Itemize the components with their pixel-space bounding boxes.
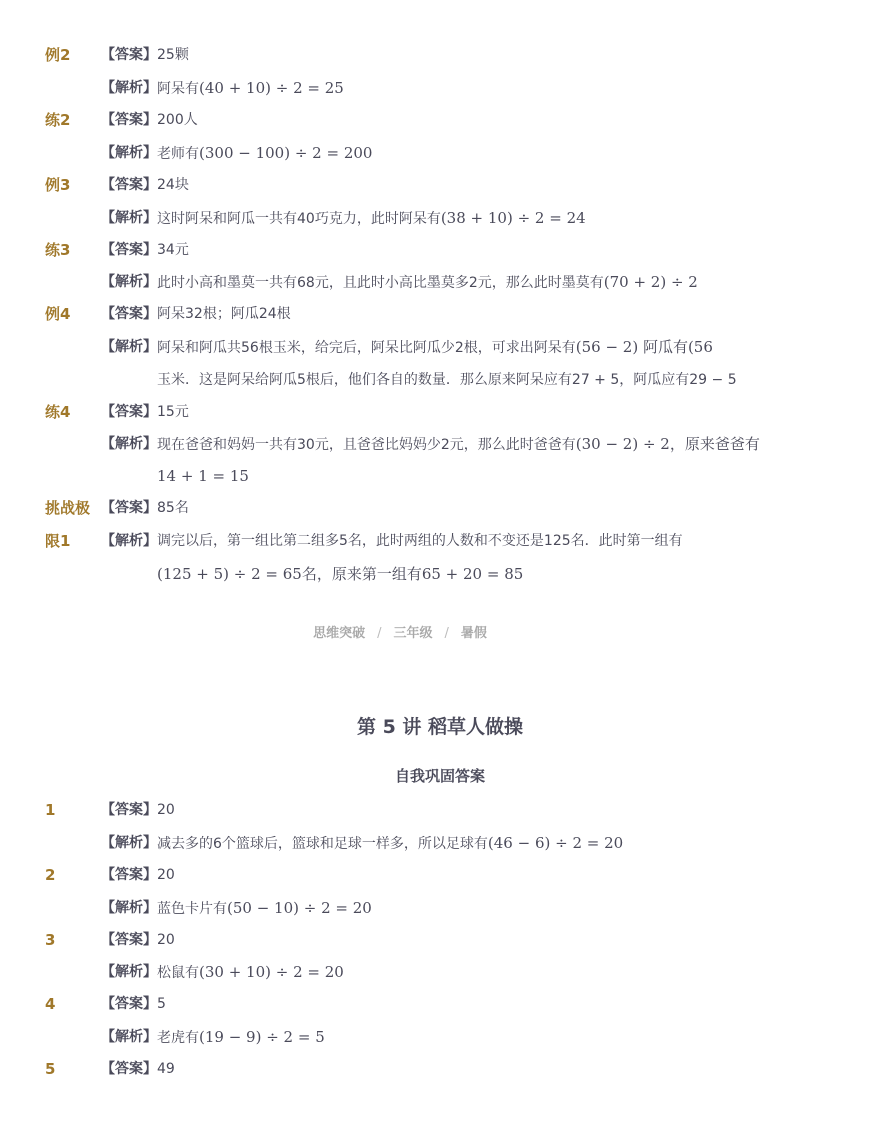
analysis-text: 调完以后，第一组比第二组多5名，此时两组的人数和不变还是125名．此时第一组有 bbox=[157, 533, 683, 549]
analysis-text: 松鼠有 bbox=[157, 965, 199, 981]
analysis-math: (30 − 2) ÷ 2，原来爸爸有 bbox=[575, 435, 760, 453]
analysis-math: (56 − 2) 阿瓜有(56 bbox=[575, 338, 713, 356]
footer-grade: 三年级 bbox=[393, 626, 433, 641]
item-number-cont: 限1 bbox=[45, 532, 71, 550]
entry-5-answer bbox=[0, 1057, 800, 1081]
analysis-tag: 【解析】 bbox=[101, 80, 157, 96]
analysis-math: (38 + 10) ÷ 2 = 24 bbox=[440, 209, 586, 227]
analysis-math: (50 − 10) ÷ 2 = 20 bbox=[227, 899, 372, 917]
analysis-tag: 【解析】 bbox=[101, 210, 157, 226]
item-number: 练4 bbox=[45, 403, 71, 421]
answer-text: 20 bbox=[157, 932, 175, 948]
entry-practice-4-analysis bbox=[0, 432, 800, 456]
item-number: 4 bbox=[45, 995, 56, 1013]
analysis-text: 蓝色卡片有 bbox=[157, 901, 227, 917]
analysis-tag: 【解析】 bbox=[101, 145, 157, 161]
entry-example-4-analysis bbox=[0, 335, 800, 359]
entry-1-analysis bbox=[0, 831, 800, 855]
analysis-math: (70 + 2) ÷ 2 bbox=[603, 273, 698, 291]
entry-3-answer bbox=[0, 928, 800, 952]
entry-example-2-answer bbox=[0, 43, 800, 67]
analysis-tag: 【解析】 bbox=[101, 1029, 157, 1045]
item-number: 挑战极 bbox=[45, 499, 91, 517]
answer-text: 20 bbox=[157, 867, 175, 883]
entry-example-4-analysis-cont bbox=[0, 368, 800, 392]
entry-challenge-analysis-cont bbox=[0, 562, 800, 586]
analysis-line bbox=[157, 432, 760, 457]
answer-text: 20 bbox=[157, 802, 175, 818]
analysis-line bbox=[157, 831, 712, 856]
analysis-tag: 【解析】 bbox=[101, 835, 157, 851]
footer-term: 暑假 bbox=[460, 626, 487, 641]
answer-tag: 【答案】 bbox=[101, 802, 157, 818]
analysis-tag: 【解析】 bbox=[101, 274, 157, 290]
entry-practice-2-analysis bbox=[0, 141, 800, 165]
entry-practice-3-answer bbox=[0, 238, 800, 262]
analysis-math: (300 − 100) ÷ 2 = 200 bbox=[199, 144, 373, 162]
entry-2-answer bbox=[0, 863, 800, 887]
entry-example-3-analysis bbox=[0, 206, 800, 230]
answer-tag: 【答案】 bbox=[101, 112, 157, 128]
analysis-text: 老师有 bbox=[157, 146, 199, 162]
analysis-continuation: 玉米．这是阿呆给阿瓜5根后，他们各自的数量．那么原来阿呆应有27 + 5，阿瓜应有29 − 5 bbox=[157, 372, 737, 388]
entry-example-2-analysis bbox=[0, 76, 800, 100]
answer-text: 24块 bbox=[157, 177, 189, 193]
footer-separator: / bbox=[444, 626, 449, 641]
analysis-line bbox=[157, 960, 712, 985]
analysis-math: (46 − 6) ÷ 2 = 20 bbox=[487, 834, 624, 852]
answer-text: 85名 bbox=[157, 500, 189, 516]
item-number: 例2 bbox=[45, 46, 71, 64]
answer-tag: 【答案】 bbox=[101, 500, 157, 516]
answer-tag: 【答案】 bbox=[101, 1061, 157, 1077]
lecture-title: 第 5 讲 稻草人做操 bbox=[356, 716, 524, 738]
analysis-line bbox=[157, 76, 712, 101]
analysis-line bbox=[157, 335, 712, 360]
analysis-math: (30 + 10) ÷ 2 = 20 bbox=[199, 963, 344, 981]
analysis-line bbox=[157, 896, 712, 921]
analysis-text: 减去多的6个篮球后，篮球和足球一样多，所以足球有 bbox=[157, 836, 488, 852]
entry-challenge-analysis bbox=[0, 529, 800, 553]
entry-1-answer bbox=[0, 798, 800, 822]
item-number: 1 bbox=[45, 801, 56, 819]
footer-separator: / bbox=[377, 626, 382, 641]
entry-practice-2-answer bbox=[0, 108, 800, 132]
answer-text: 34元 bbox=[157, 242, 189, 258]
analysis-line bbox=[157, 206, 712, 231]
analysis-text: 阿呆和阿瓜共56根玉米，给完后，阿呆比阿瓜少2根，可求出阿呆有 bbox=[157, 340, 576, 356]
item-number: 3 bbox=[45, 931, 56, 949]
answer-text: 25颗 bbox=[157, 47, 189, 63]
analysis-tag: 【解析】 bbox=[101, 900, 157, 916]
entry-4-analysis bbox=[0, 1025, 800, 1049]
entry-4-answer bbox=[0, 992, 800, 1016]
entry-practice-4-analysis-cont bbox=[0, 464, 800, 488]
answer-tag: 【答案】 bbox=[101, 177, 157, 193]
analysis-line bbox=[157, 270, 712, 295]
answer-tag: 【答案】 bbox=[101, 867, 157, 883]
item-number: 5 bbox=[45, 1060, 56, 1078]
item-number: 练2 bbox=[45, 111, 71, 129]
analysis-continuation: 14 + 1 = 15 bbox=[157, 467, 249, 485]
entry-2-analysis bbox=[0, 896, 800, 920]
analysis-text: 阿呆有 bbox=[157, 81, 199, 97]
answer-tag: 【答案】 bbox=[101, 306, 157, 322]
entry-practice-3-analysis bbox=[0, 270, 800, 294]
entry-example-4-answer bbox=[0, 302, 800, 326]
answer-text: 阿呆32根；阿瓜24根 bbox=[157, 306, 291, 322]
entry-example-3-answer bbox=[0, 173, 800, 197]
analysis-text: 现在爸爸和妈妈一共有30元，且爸爸比妈妈少2元，那么此时爸爸有 bbox=[157, 437, 576, 453]
item-number: 例4 bbox=[45, 305, 71, 323]
analysis-math: (19 − 9) ÷ 2 = 5 bbox=[199, 1028, 325, 1046]
answer-text: 49 bbox=[157, 1061, 175, 1077]
answer-tag: 【答案】 bbox=[101, 404, 157, 420]
entry-challenge-answer bbox=[0, 496, 800, 520]
section-subheading: 自我巩固答案 bbox=[394, 767, 485, 785]
analysis-continuation: (125 + 5) ÷ 2 = 65名，原来第一组有65 + 20 = 85 bbox=[157, 565, 524, 583]
item-number: 练3 bbox=[45, 241, 71, 259]
answer-text: 200人 bbox=[157, 112, 198, 128]
item-number: 2 bbox=[45, 866, 56, 884]
answer-tag: 【答案】 bbox=[101, 47, 157, 63]
entry-3-analysis bbox=[0, 960, 800, 984]
analysis-text: 此时小高和墨莫一共有68元，且此时小高比墨莫多2元，那么此时墨莫有 bbox=[157, 275, 604, 291]
analysis-text: 这时阿呆和阿瓜一共有40巧克力，此时阿呆有 bbox=[157, 211, 441, 227]
analysis-line bbox=[157, 141, 712, 166]
answer-tag: 【答案】 bbox=[101, 932, 157, 948]
analysis-math: (40 + 10) ÷ 2 = 25 bbox=[199, 79, 344, 97]
page-footer bbox=[0, 622, 800, 641]
analysis-tag: 【解析】 bbox=[101, 339, 157, 355]
analysis-tag: 【解析】 bbox=[101, 436, 157, 452]
footer-course: 思维突破 bbox=[313, 626, 366, 641]
analysis-text: 老虎有 bbox=[157, 1030, 199, 1046]
answer-tag: 【答案】 bbox=[101, 996, 157, 1012]
item-number: 例3 bbox=[45, 176, 71, 194]
analysis-tag: 【解析】 bbox=[101, 964, 157, 980]
analysis-line bbox=[157, 1025, 712, 1050]
answer-text: 15元 bbox=[157, 404, 189, 420]
entry-practice-4-answer bbox=[0, 400, 800, 424]
answer-tag: 【答案】 bbox=[101, 242, 157, 258]
analysis-tag: 【解析】 bbox=[101, 533, 157, 549]
answer-text: 5 bbox=[157, 996, 166, 1012]
